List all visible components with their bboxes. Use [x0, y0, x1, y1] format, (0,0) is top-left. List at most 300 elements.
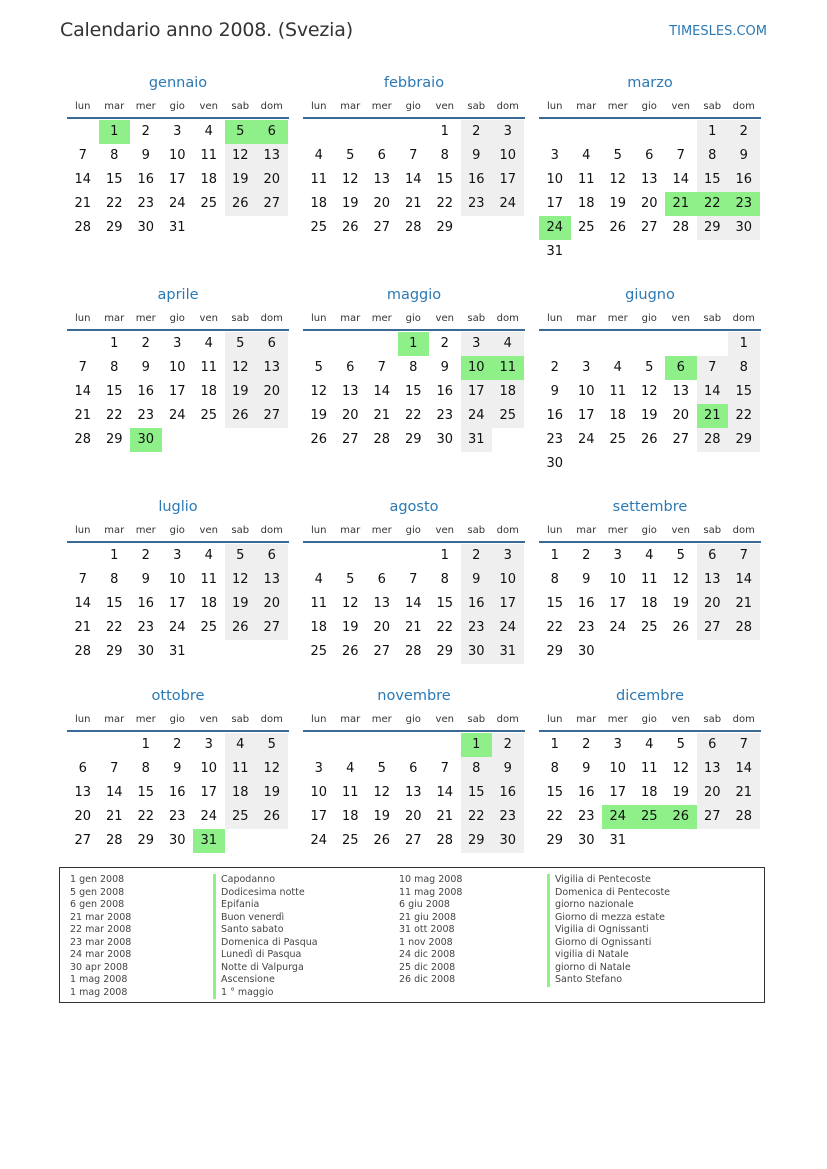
day-cell: 30: [728, 216, 760, 240]
weekday-header: [539, 309, 761, 331]
day-cell: 19: [373, 809, 391, 824]
legend-dates-left: [70, 874, 131, 999]
day-cell: 13: [256, 144, 288, 168]
weekday-label: gio: [405, 101, 421, 112]
empty-cell: [634, 120, 666, 144]
day-cell: 26: [341, 220, 359, 235]
month-dicembre: [539, 685, 761, 853]
day-grid: [67, 332, 289, 452]
month-settembre: [539, 496, 761, 664]
day-cell: 14: [74, 384, 92, 399]
day-cell: 1: [110, 548, 119, 563]
day-cell: 30: [168, 833, 186, 848]
weekday-label: lun: [311, 714, 327, 725]
weekday-header: [539, 97, 761, 119]
day-cell: 30: [492, 829, 524, 853]
holiday-day-cell: 30: [130, 428, 162, 452]
month-gennaio: [67, 72, 289, 240]
weekday-label: sab: [467, 313, 486, 324]
day-cell: 16: [137, 596, 155, 611]
month-maggio: [303, 284, 525, 452]
day-cell: 6: [377, 572, 386, 587]
weekday-label: mer: [135, 101, 156, 112]
day-cell: 24: [310, 833, 328, 848]
weekday-label: mer: [607, 714, 628, 725]
day-cell: 2: [141, 336, 150, 351]
day-cell: 29: [697, 216, 729, 240]
day-cell: 27: [697, 616, 729, 640]
day-cell: 12: [256, 757, 288, 781]
day-cell: 1: [550, 548, 559, 563]
empty-cell: [303, 332, 335, 356]
day-cell: 2: [728, 120, 760, 144]
month-ottobre: [67, 685, 289, 853]
day-cell: 17: [492, 168, 524, 192]
month-name: novembre: [377, 688, 451, 704]
day-cell: 21: [74, 408, 92, 423]
day-cell: 17: [168, 596, 186, 611]
day-cell: 18: [640, 785, 658, 800]
legend-date: 1 nov 2008: [399, 936, 453, 948]
day-cell: 28: [105, 833, 123, 848]
legend-date: 21 mar 2008: [70, 911, 132, 923]
weekday-label: ven: [435, 714, 454, 725]
empty-cell: [67, 733, 99, 757]
weekday-label: mar: [104, 313, 125, 324]
day-cell: 11: [577, 172, 595, 187]
legend-holiday-name: Lunedì di Pasqua: [213, 949, 318, 962]
day-cell: 17: [492, 592, 524, 616]
month-luglio: [67, 496, 289, 664]
day-cell: 11: [200, 360, 218, 375]
weekday-label: mer: [371, 101, 392, 112]
day-grid: [67, 544, 289, 664]
weekday-label: dom: [496, 313, 519, 324]
day-cell: 8: [141, 761, 150, 776]
weekday-label: mer: [135, 313, 156, 324]
weekday-header: [303, 97, 525, 119]
site-link[interactable]: TIMESLES.COM: [669, 24, 767, 39]
day-cell: 26: [310, 432, 328, 447]
day-cell: 20: [341, 408, 359, 423]
day-grid: [67, 120, 289, 240]
month-name: luglio: [158, 499, 198, 515]
month-name: maggio: [386, 287, 442, 303]
month-name: dicembre: [615, 688, 685, 704]
day-cell: 1: [110, 336, 119, 351]
day-cell: 28: [74, 432, 92, 447]
day-cell: 23: [168, 809, 186, 824]
weekday-label: lun: [311, 525, 327, 536]
day-cell: 9: [461, 144, 493, 168]
day-cell: 28: [697, 428, 729, 452]
weekday-label: lun: [547, 101, 563, 112]
day-cell: 19: [341, 620, 359, 635]
day-cell: 30: [137, 644, 155, 659]
legend-date: 24 dic 2008: [399, 949, 456, 960]
day-cell: 4: [613, 360, 622, 375]
weekday-label: sab: [467, 714, 486, 725]
day-cell: 9: [492, 757, 524, 781]
month-name: agosto: [389, 499, 439, 515]
day-cell: 20: [256, 380, 288, 404]
day-cell: 25: [577, 220, 595, 235]
day-cell: 22: [436, 196, 454, 211]
weekday-label: mar: [576, 313, 597, 324]
day-grid: [303, 544, 525, 664]
day-cell: 4: [314, 148, 323, 163]
day-cell: 12: [373, 785, 391, 800]
day-cell: 9: [141, 360, 150, 375]
day-cell: 15: [546, 785, 564, 800]
weekday-label: mer: [371, 313, 392, 324]
day-cell: 7: [409, 148, 418, 163]
day-cell: 3: [550, 148, 559, 163]
weekday-label: ven: [671, 101, 690, 112]
day-cell: 5: [346, 148, 355, 163]
weekday-label: ven: [671, 714, 690, 725]
day-cell: 9: [550, 384, 559, 399]
day-cell: 27: [373, 644, 391, 659]
day-cell: 6: [346, 360, 355, 375]
weekday-label: ven: [671, 525, 690, 536]
day-cell: 6: [697, 544, 729, 568]
empty-cell: [571, 332, 603, 356]
day-cell: 10: [546, 172, 564, 187]
day-cell: 23: [137, 196, 155, 211]
day-cell: 6: [256, 332, 288, 356]
holiday-day-cell: 26: [665, 805, 697, 829]
weekday-label: gio: [641, 525, 657, 536]
empty-cell: [303, 544, 335, 568]
day-cell: 16: [168, 785, 186, 800]
day-cell: 22: [105, 620, 123, 635]
day-cell: 19: [640, 408, 658, 423]
empty-cell: [335, 544, 367, 568]
legend-date: 6 giu 2008: [399, 899, 450, 910]
day-cell: 14: [404, 172, 422, 187]
day-cell: 10: [168, 360, 186, 375]
empty-cell: [665, 120, 697, 144]
day-cell: 27: [74, 833, 92, 848]
day-cell: 12: [672, 572, 690, 587]
weekday-label: gio: [169, 525, 185, 536]
day-cell: 16: [461, 168, 493, 192]
legend-holiday-name: Domenica di Pasqua: [213, 937, 318, 950]
day-cell: 18: [225, 781, 257, 805]
day-cell: 25: [310, 644, 328, 659]
day-cell: 21: [404, 620, 422, 635]
weekday-label: ven: [435, 313, 454, 324]
day-cell: 7: [440, 761, 449, 776]
day-cell: 13: [256, 568, 288, 592]
day-cell: 13: [697, 757, 729, 781]
day-cell: 19: [310, 408, 328, 423]
day-cell: 12: [225, 356, 257, 380]
day-cell: 17: [609, 785, 627, 800]
empty-cell: [398, 544, 430, 568]
holiday-day-cell: 5: [225, 120, 257, 144]
day-cell: 11: [640, 572, 658, 587]
day-cell: 7: [728, 544, 760, 568]
weekday-label: dom: [260, 313, 283, 324]
day-cell: 3: [173, 336, 182, 351]
month-name: febbraio: [383, 75, 445, 91]
day-cell: 7: [78, 148, 87, 163]
day-cell: 28: [728, 616, 760, 640]
day-cell: 24: [609, 620, 627, 635]
day-cell: 2: [461, 544, 493, 568]
day-cell: 8: [110, 360, 119, 375]
day-cell: 16: [728, 168, 760, 192]
weekday-label: sab: [231, 714, 250, 725]
holiday-day-cell: 6: [256, 120, 288, 144]
day-cell: 18: [310, 196, 328, 211]
day-cell: 30: [137, 220, 155, 235]
holiday-day-cell: 6: [665, 356, 697, 380]
day-cell: 9: [173, 761, 182, 776]
weekday-label: mar: [576, 525, 597, 536]
holiday-day-cell: 21: [665, 192, 697, 216]
weekday-label: dom: [260, 714, 283, 725]
weekday-label: lun: [547, 714, 563, 725]
weekday-label: gio: [169, 101, 185, 112]
weekday-label: mer: [607, 101, 628, 112]
day-cell: 3: [492, 544, 524, 568]
day-grid: [539, 544, 761, 664]
legend-date: 1 gen 2008: [70, 874, 125, 885]
weekday-label: dom: [732, 525, 755, 536]
day-cell: 27: [256, 192, 288, 216]
day-cell: 28: [728, 805, 760, 829]
day-cell: 23: [492, 805, 524, 829]
day-cell: 23: [577, 809, 595, 824]
day-cell: 4: [204, 548, 213, 563]
day-cell: 18: [609, 408, 627, 423]
day-cell: 13: [256, 356, 288, 380]
day-cell: 29: [436, 644, 454, 659]
day-cell: 23: [461, 192, 493, 216]
day-cell: 12: [310, 384, 328, 399]
day-cell: 30: [546, 456, 564, 471]
weekday-label: dom: [496, 525, 519, 536]
day-cell: 5: [377, 761, 386, 776]
day-cell: 25: [640, 620, 658, 635]
day-grid: [303, 120, 525, 240]
weekday-header: [67, 521, 289, 543]
day-cell: 30: [436, 432, 454, 447]
day-cell: 5: [676, 548, 685, 563]
day-cell: 11: [310, 596, 328, 611]
day-cell: 16: [577, 785, 595, 800]
weekday-label: mar: [340, 525, 361, 536]
day-cell: 25: [225, 805, 257, 829]
weekday-label: dom: [260, 525, 283, 536]
day-cell: 31: [168, 220, 186, 235]
weekday-label: ven: [435, 525, 454, 536]
empty-cell: [335, 733, 367, 757]
day-grid: [539, 733, 761, 853]
day-cell: 11: [225, 757, 257, 781]
day-cell: 4: [204, 124, 213, 139]
day-cell: 7: [78, 360, 87, 375]
weekday-label: mer: [135, 525, 156, 536]
day-cell: 12: [640, 384, 658, 399]
weekday-label: lun: [311, 101, 327, 112]
legend-holiday-name: giorno di Natale: [547, 962, 670, 975]
day-cell: 20: [373, 196, 391, 211]
day-cell: 27: [256, 616, 288, 640]
day-cell: 7: [409, 572, 418, 587]
day-cell: 17: [310, 809, 328, 824]
weekday-label: sab: [467, 101, 486, 112]
day-cell: 19: [341, 196, 359, 211]
day-cell: 19: [672, 785, 690, 800]
day-cell: 17: [609, 596, 627, 611]
day-cell: 1: [728, 332, 760, 356]
day-cell: 18: [200, 384, 218, 399]
day-cell: 17: [168, 384, 186, 399]
month-name: settembre: [612, 499, 688, 515]
holiday-day-cell: 23: [728, 192, 760, 216]
weekday-label: mer: [607, 525, 628, 536]
day-cell: 7: [110, 761, 119, 776]
day-cell: 29: [105, 220, 123, 235]
day-cell: 14: [404, 596, 422, 611]
day-cell: 21: [373, 408, 391, 423]
day-cell: 19: [225, 380, 257, 404]
day-cell: 16: [546, 408, 564, 423]
weekday-label: sab: [231, 101, 250, 112]
weekday-label: mer: [371, 525, 392, 536]
empty-cell: [665, 332, 697, 356]
empty-cell: [398, 733, 430, 757]
day-cell: 9: [582, 761, 591, 776]
weekday-header: [67, 309, 289, 331]
weekday-label: sab: [703, 714, 722, 725]
day-cell: 22: [137, 809, 155, 824]
weekday-label: sab: [231, 525, 250, 536]
day-cell: 11: [200, 572, 218, 587]
page-title: Calendario anno 2008. (Svezia): [60, 19, 353, 41]
day-cell: 8: [440, 148, 449, 163]
day-cell: 18: [640, 596, 658, 611]
day-cell: 14: [728, 757, 760, 781]
day-cell: 26: [225, 192, 257, 216]
day-cell: 4: [204, 336, 213, 351]
day-cell: 30: [577, 644, 595, 659]
day-cell: 11: [640, 761, 658, 776]
day-cell: 26: [341, 644, 359, 659]
weekday-label: ven: [199, 101, 218, 112]
month-agosto: [303, 496, 525, 664]
day-cell: 4: [314, 572, 323, 587]
holiday-day-cell: 24: [602, 805, 634, 829]
month-novembre: [303, 685, 525, 853]
legend-date: 26 dic 2008: [399, 974, 456, 985]
day-cell: 5: [225, 544, 257, 568]
day-cell: 14: [373, 384, 391, 399]
holiday-day-cell: 25: [634, 805, 666, 829]
day-cell: 11: [200, 148, 218, 163]
day-cell: 2: [141, 124, 150, 139]
day-cell: 8: [110, 572, 119, 587]
weekday-label: ven: [199, 313, 218, 324]
day-cell: 31: [492, 640, 524, 664]
day-cell: 6: [409, 761, 418, 776]
day-cell: 28: [404, 644, 422, 659]
day-cell: 21: [105, 809, 123, 824]
weekday-label: mar: [576, 714, 597, 725]
day-cell: 18: [577, 196, 595, 211]
legend-date: 23 mar 2008: [70, 936, 132, 948]
weekday-label: mer: [371, 714, 392, 725]
empty-cell: [335, 332, 367, 356]
weekday-label: lun: [75, 525, 91, 536]
day-cell: 17: [546, 196, 564, 211]
empty-cell: [366, 733, 398, 757]
day-cell: 17: [200, 785, 218, 800]
day-cell: 13: [373, 596, 391, 611]
empty-cell: [697, 332, 729, 356]
empty-cell: [634, 332, 666, 356]
day-cell: 26: [256, 805, 288, 829]
day-cell: 15: [546, 596, 564, 611]
day-cell: 15: [105, 384, 123, 399]
month-febbraio: [303, 72, 525, 240]
day-cell: 19: [225, 168, 257, 192]
day-cell: 4: [645, 548, 654, 563]
day-cell: 16: [137, 384, 155, 399]
day-cell: 23: [546, 432, 564, 447]
day-cell: 25: [200, 620, 218, 635]
weekday-label: gio: [641, 101, 657, 112]
weekday-label: gio: [641, 313, 657, 324]
day-cell: 25: [310, 220, 328, 235]
day-cell: 7: [377, 360, 386, 375]
day-cell: 1: [440, 548, 449, 563]
month-name: gennaio: [148, 75, 208, 91]
weekday-label: dom: [496, 714, 519, 725]
day-cell: 22: [546, 620, 564, 635]
day-cell: 8: [550, 761, 559, 776]
day-cell: 9: [582, 572, 591, 587]
day-cell: 20: [256, 592, 288, 616]
day-cell: 25: [200, 196, 218, 211]
day-cell: 20: [404, 809, 422, 824]
day-cell: 17: [461, 380, 493, 404]
empty-cell: [602, 332, 634, 356]
day-cell: 19: [225, 592, 257, 616]
empty-cell: [67, 120, 99, 144]
day-cell: 16: [137, 172, 155, 187]
legend-date: 25 dic 2008: [399, 961, 456, 973]
day-grid: [539, 332, 761, 476]
weekday-label: dom: [732, 714, 755, 725]
day-cell: 6: [256, 544, 288, 568]
day-cell: 28: [74, 644, 92, 659]
weekday-label: gio: [169, 313, 185, 324]
day-cell: 22: [728, 404, 760, 428]
day-cell: 3: [173, 124, 182, 139]
day-cell: 18: [310, 620, 328, 635]
weekday-label: lun: [547, 313, 563, 324]
weekday-label: mer: [607, 313, 628, 324]
day-cell: 4: [225, 733, 257, 757]
day-cell: 15: [436, 596, 454, 611]
weekday-label: ven: [199, 525, 218, 536]
weekday-label: sab: [231, 313, 250, 324]
